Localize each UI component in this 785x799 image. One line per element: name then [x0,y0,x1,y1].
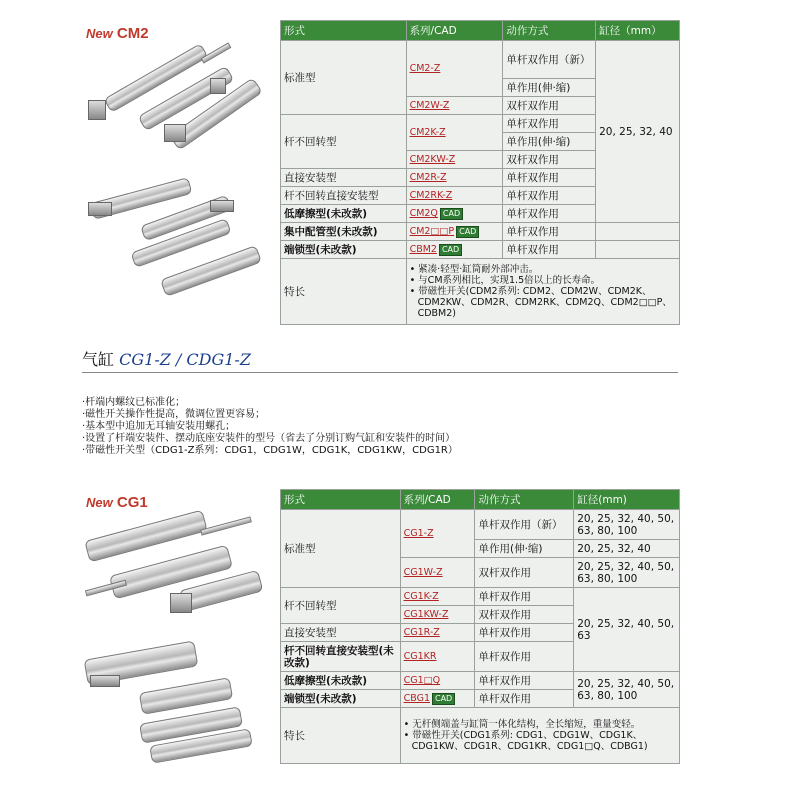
col-series: 系列/CAD [400,490,475,510]
features-cell [400,708,679,764]
type-end-lock: 端锁型(未改款) [281,690,401,708]
type-standard: 标准型 [281,510,401,588]
action-cell: 单杆双作用（新） [503,41,596,79]
cg1-spec-table [280,489,680,764]
type-low-friction: 低摩擦型(未改款) [281,672,401,690]
action-cell: 单杆双作用 [503,187,596,205]
model-label: CG1 [116,494,148,511]
series-cell [400,606,475,624]
series-link[interactable]: CM2KW-Z [409,154,456,165]
section-prefix: 气缸 [82,350,115,369]
series-link[interactable]: CBG1 [403,693,430,704]
bullet-item: ·设置了杆端安装件、摆动底座安装件的型号（省去了分别订购气缸和安装件的时间） [82,433,456,444]
series-cell [400,642,475,672]
cad-icon[interactable]: CAD [440,208,463,220]
series-cell [406,187,503,205]
action-cell: 单作用(伸·缩) [503,133,596,151]
col-series: 系列/CAD [406,21,503,41]
type-direct-mount: 直接安装型 [281,624,401,642]
action-cell: 双杆双作用 [475,558,574,588]
series-cell [406,169,503,187]
series-link[interactable]: CM2W-Z [409,100,450,111]
bore-cell [596,241,680,259]
bullet-item: ·基本型中追加无耳轴安装用螺孔； [82,421,236,432]
series-cell [400,624,475,642]
series-link[interactable]: CG1KW-Z [403,609,449,620]
action-cell: 单杆双作用 [503,241,596,259]
bore-cell: 20, 25, 32, 40 [574,540,680,558]
action-cell: 双杆双作用 [475,606,574,624]
series-cell [400,510,475,558]
new-label: New [86,26,113,41]
feature-item: • 带磁性开关(CDM2系列: CDM2、CDM2W、CDM2K、CDM2KW、CDM2R、CDM2RK、CDM2Q、CDM2□□P、CDBM2) [409,286,672,319]
action-cell: 单作用(伸·缩) [503,79,596,97]
series-link[interactable]: CG1W-Z [403,567,443,578]
type-features: 特长 [281,708,401,764]
action-cell: 单杆双作用（新） [475,510,574,540]
series-cell [406,205,503,223]
series-cell [406,151,503,169]
action-cell: 单杆双作用 [503,169,596,187]
col-bore: 缸径(mm) [574,490,680,510]
action-cell: 单杆双作用 [503,223,596,241]
bullet-item: ·磁性开关操作性提高，微调位置更容易； [82,409,266,420]
cad-icon[interactable]: CAD [439,244,462,256]
series-link[interactable]: CM2-Z [409,63,441,74]
feature-item: • 紧凑·轻型·缸筒耐外部冲击。 [409,264,539,275]
cad-icon[interactable]: CAD [456,226,479,238]
type-standard: 标准型 [281,41,407,115]
features-cell [406,259,679,325]
new-label: New [86,495,113,510]
bore-cell: 20, 25, 32, 40, 50, 63, 80, 100 [574,558,680,588]
type-low-friction: 低摩擦型(未改款) [281,205,407,223]
action-cell: 单杆双作用 [475,624,574,642]
bullet-item: ·带磁性开关型（CDG1-Z系列：CDG1，CDG1W，CDG1K，CDG1KW，CDG1R） [82,445,458,456]
bore-cell: 20, 25, 32, 40 [596,41,680,223]
cm2-product-image [80,40,265,300]
series-link[interactable]: CG1KR [403,651,437,662]
cg1-product-image [80,505,265,755]
section-title [82,347,251,370]
action-cell: 双杆双作用 [503,151,596,169]
col-type: 形式 [281,21,407,41]
type-end-lock: 端锁型(未改款) [281,241,407,259]
feature-item: • 带磁性开关(CDG1系列: CDG1、CDG1W、CDG1K、CDG1KW、CDG1R、CDG1KR、CDG1□Q、CDBG1) [403,730,648,752]
action-cell: 双杆双作用 [503,97,596,115]
type-nonrot-direct: 杆不回转直接安装型 [281,187,407,205]
section-divider [82,372,678,373]
series-cell [400,558,475,588]
type-nonrot-direct: 杆不回转直接安装型(未改款) [281,642,401,672]
feature-item: • 与CM系列相比，实现1.5倍以上的长寿命。 [409,275,601,286]
feature-item: • 无杆侧端盖与缸筒一体化结构，全长缩短，重量变轻。 [403,719,641,730]
type-central-piping: 集中配管型(未改款) [281,223,407,241]
cad-icon[interactable]: CAD [432,693,455,705]
series-link[interactable]: CM2RK-Z [409,190,453,201]
type-nonrotating: 杆不回转型 [281,115,407,169]
series-cell [406,223,503,241]
bullet-item: ·杆端内螺纹已标准化； [82,397,186,408]
action-cell: 单杆双作用 [503,115,596,133]
col-bore: 缸径（mm） [596,21,680,41]
series-link[interactable]: CM2Q [409,208,438,219]
series-cell [406,41,503,97]
series-link[interactable]: CG1-Z [403,528,434,539]
action-cell: 单杆双作用 [475,588,574,606]
series-link[interactable]: CM2□□P [409,226,455,237]
series-link[interactable]: CM2K-Z [409,127,446,138]
col-action: 动作方式 [475,490,574,510]
series-cell [406,97,503,115]
type-direct-mount: 直接安装型 [281,169,407,187]
series-link[interactable]: CG1K-Z [403,591,439,602]
bore-cell [596,223,680,241]
action-cell: 单杆双作用 [503,205,596,223]
action-cell: 单杆双作用 [475,642,574,672]
series-cell [406,241,503,259]
section-bullets [82,397,458,457]
type-features: 特长 [281,259,407,325]
action-cell: 单作用(伸·缩) [475,540,574,558]
bore-cell: 20, 25, 32, 40, 50, 63, 80, 100 [574,672,680,708]
series-cell [400,690,475,708]
bore-cell: 20, 25, 32, 40, 50, 63 [574,588,680,672]
model-label: CM2 [116,25,149,42]
action-cell: 单杆双作用 [475,690,574,708]
action-cell: 单杆双作用 [475,672,574,690]
bore-cell: 20, 25, 32, 40, 50, 63, 80, 100 [574,510,680,540]
series-link[interactable]: CBM2 [409,244,437,255]
col-type: 形式 [281,490,401,510]
col-action: 动作方式 [503,21,596,41]
series-link[interactable]: CG1□Q [403,675,441,686]
type-nonrotating: 杆不回转型 [281,588,401,624]
series-cell [400,588,475,606]
series-cell [406,115,503,151]
cm2-spec-table [280,20,680,325]
series-link[interactable]: CM2R-Z [409,172,447,183]
series-link[interactable]: CG1R-Z [403,627,440,638]
section-series: CG1-Z / CDG1-Z [119,350,251,369]
series-cell [400,672,475,690]
